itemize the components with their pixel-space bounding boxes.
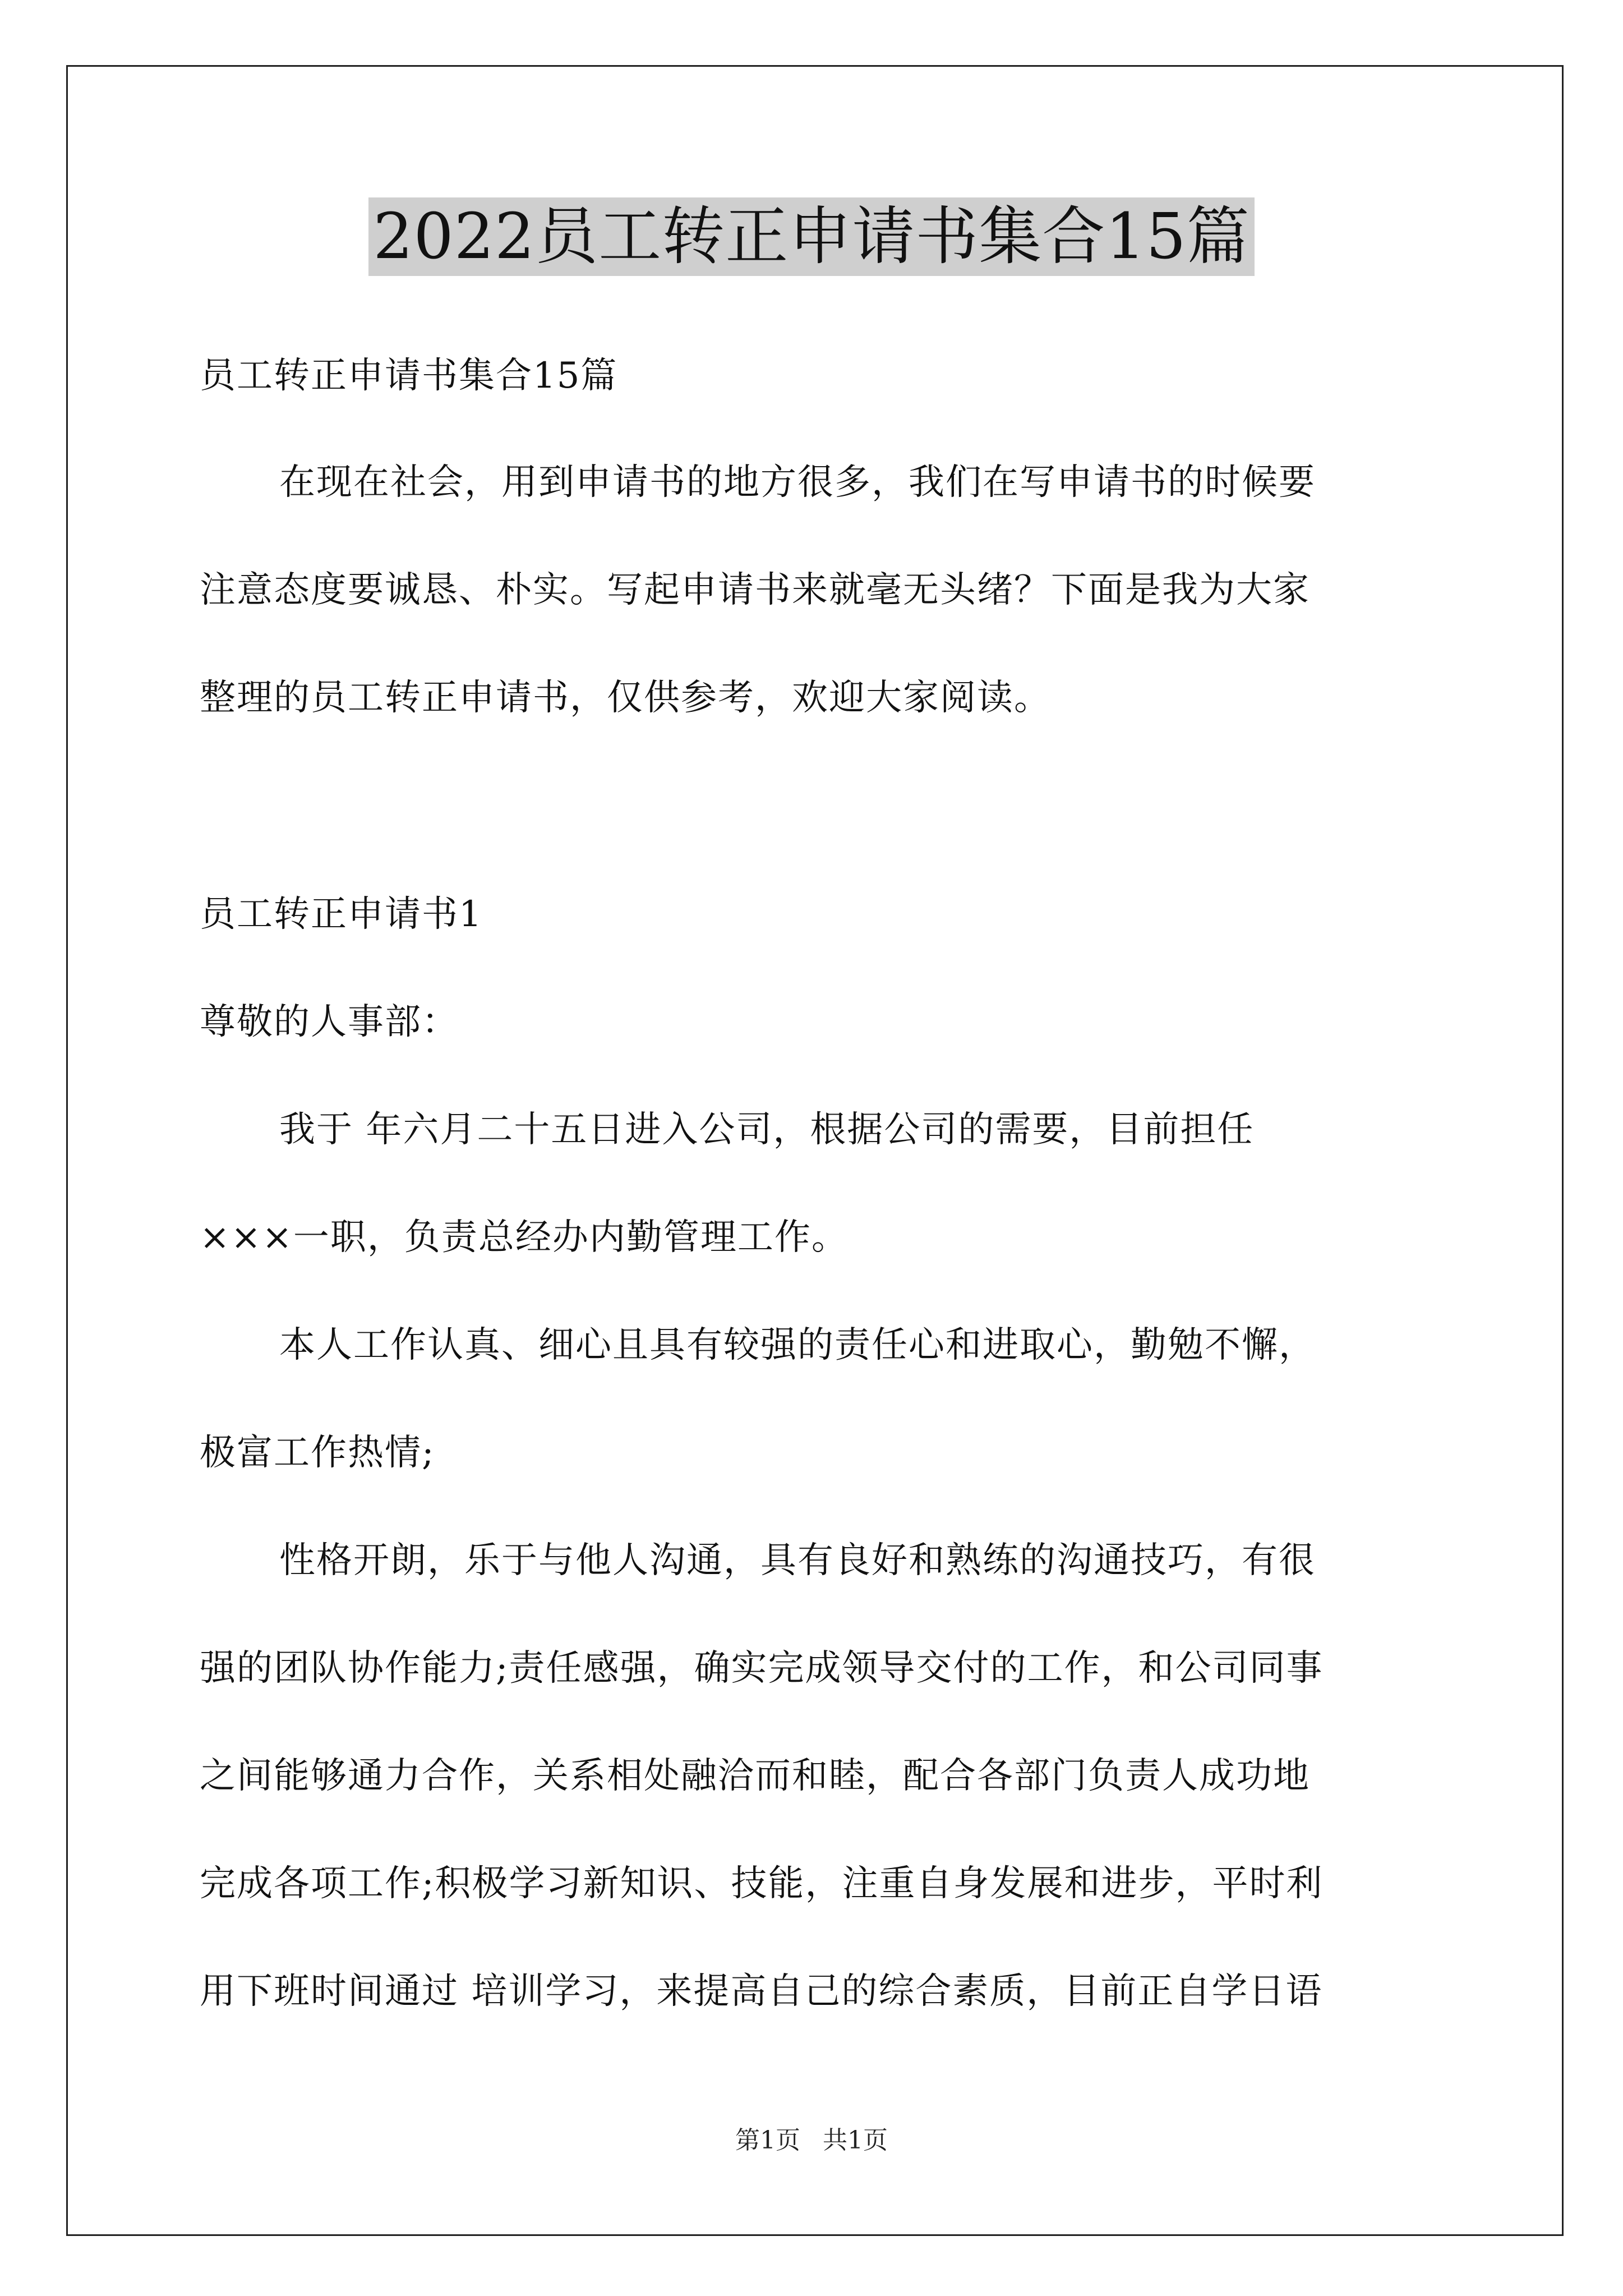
page-footer — [0, 2124, 1623, 2157]
paragraph3-line-2: 强的团队协作能力;责任感强，确实完成领导交付的工作，和公司同事 — [200, 1648, 1324, 1689]
paragraph3-line-4: 完成各项工作;积极学习新知识、技能，注重自身发展和进步，平时利 — [200, 1863, 1324, 1904]
section-heading: 员工转正申请书1 — [200, 894, 483, 935]
intro-line-1: 在现在社会，用到申请书的地方很多，我们在写申请书的时候要 — [279, 462, 1316, 503]
paragraph3-line-3: 之间能够通力合作，关系相处融洽而和睦，配合各部门负责人成功地 — [200, 1755, 1310, 1797]
paragraph3-line-5: 用下班时间通过 培训学习，来提高自己的综合素质，目前正自学日语 — [200, 1971, 1323, 2012]
page-number: 第1页 — [735, 2126, 800, 2155]
intro-line-3: 整理的员工转正申请书，仅供参考，欢迎大家阅读。 — [200, 677, 1051, 719]
paragraph2-line-2: 极富工作热情; — [200, 1432, 435, 1474]
document-subtitle: 员工转正申请书集合15篇 — [200, 355, 618, 397]
document-title-text: 2022员工转正申请书集合15篇 — [368, 197, 1255, 276]
page-count: 共1页 — [823, 2126, 888, 2155]
paragraph1-line-2: ×××一职，负责总经办内勤管理工作。 — [200, 1217, 849, 1258]
document-title — [0, 197, 1623, 282]
intro-line-2: 注意态度要诚恳、朴实。写起申请书来就毫无头绪？下面是我为大家 — [200, 569, 1310, 611]
paragraph2-line-1: 本人工作认真、细心且具有较强的责任心和进取心，勤勉不懈， — [279, 1324, 1316, 1366]
paragraph3-line-1: 性格开朗，乐于与他人沟通，具有良好和熟练的沟通技巧，有很 — [279, 1540, 1316, 1581]
paragraph1-line-1: 我于 年六月二十五日进入公司，根据公司的需要，目前担任 — [279, 1109, 1255, 1151]
salutation: 尊敬的人事部： — [200, 1001, 459, 1043]
